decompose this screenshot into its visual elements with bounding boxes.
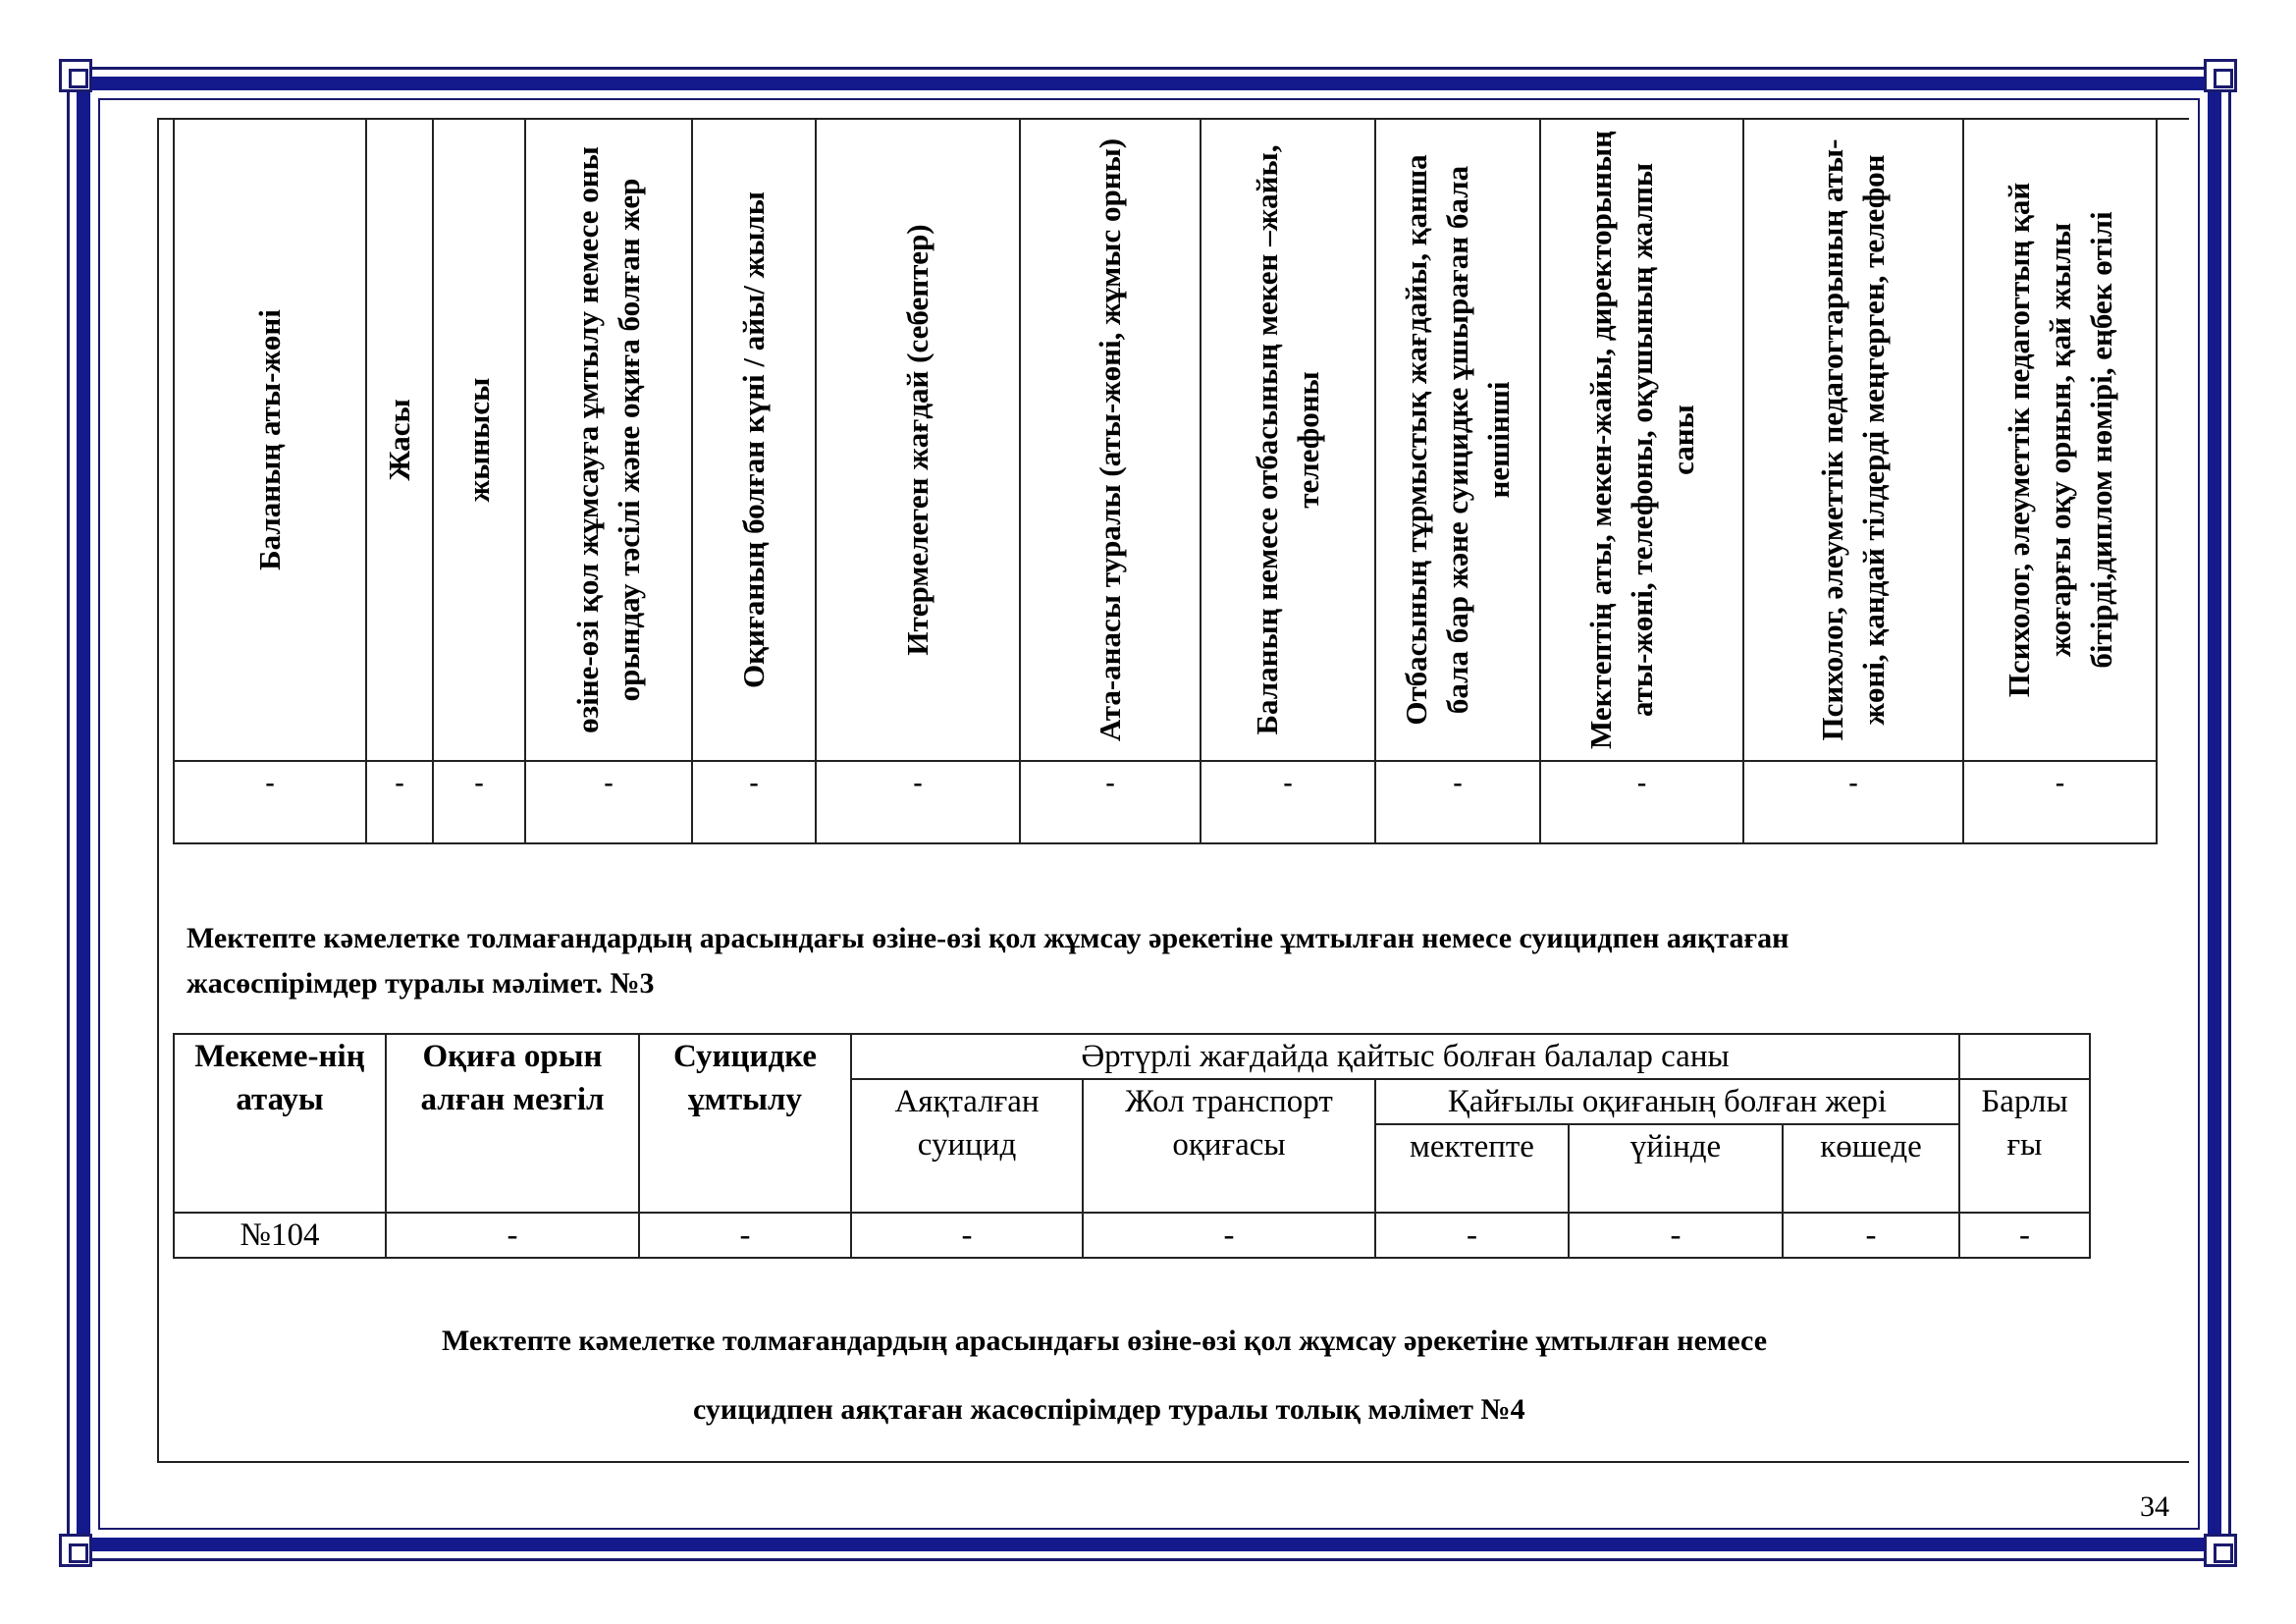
- header-traffic: Жол транспорт оқиғасы: [1083, 1079, 1375, 1213]
- table-cell: -: [386, 1213, 639, 1258]
- table-cell: №104: [174, 1213, 386, 1258]
- header-cell: [1743, 119, 1963, 761]
- table-cell: -: [1375, 761, 1540, 843]
- header-attempt: Суицидке ұмтылу: [639, 1034, 851, 1213]
- header-on-street: көшеде: [1783, 1124, 1959, 1213]
- child-info-table: [173, 118, 2156, 837]
- header-cell: [366, 119, 433, 761]
- header-cell: [433, 119, 525, 761]
- header-reasons: Итермелеген жағдай (себептер): [900, 224, 934, 656]
- header-method-place: өзіне-өзі қол жұмсауға ұмтылу немесе оны орындау тәсілі және оқиға болған жер: [570, 146, 646, 733]
- table-cell: -: [525, 761, 692, 843]
- table-cell: -: [1963, 761, 2157, 843]
- content-bottom-rule: [157, 1461, 2189, 1463]
- table-cell: -: [1540, 761, 1743, 843]
- caption-4-line-1: Мектепте кәмелетке толмағандардың арасындағы өзіне-өзі қол жұмсау әрекетіне ұмтылған немесе: [442, 1325, 1768, 1357]
- header-institution: Мекеме-нің атауы: [174, 1034, 386, 1213]
- header-cell: [816, 119, 1020, 761]
- header-cell: [1540, 119, 1743, 761]
- header-place-group: Қайғылы оқиғаның болған жері: [1375, 1079, 1959, 1124]
- table-cell: -: [692, 761, 816, 843]
- table-cell: -: [851, 1213, 1083, 1258]
- header-at-school: мектепте: [1375, 1124, 1569, 1213]
- header-parents: Ата-анасы туралы (аты-жөні, жұмыс орны): [1093, 137, 1127, 742]
- table-cell: -: [1020, 761, 1201, 843]
- header-cell: [525, 119, 692, 761]
- header-cell: [1375, 119, 1540, 761]
- header-cell: [1020, 119, 1201, 761]
- header-at-home: үйінде: [1569, 1124, 1783, 1213]
- header-time: Оқиға орын алған мезгіл: [386, 1034, 639, 1213]
- header-completed-suicide: Аяқталған суицид: [851, 1079, 1083, 1213]
- header-total: Барлы ғы: [1959, 1079, 2090, 1213]
- frame-corner-ornament: [2204, 1534, 2237, 1567]
- table-cell: -: [1743, 761, 1963, 843]
- frame-corner-ornament: [2204, 59, 2237, 92]
- header-psychologist: Психолог, әлеуметтік педагогтарының аты-жөні, қандай тілдерді меңгерген, телефон: [1815, 138, 1891, 741]
- header-empty-cell: [1959, 1034, 2090, 1079]
- table-cell: -: [174, 761, 366, 843]
- table-cell: -: [1375, 1213, 1569, 1258]
- header-cell: [1201, 119, 1375, 761]
- table-cell: -: [639, 1213, 851, 1258]
- header-cell: [174, 119, 366, 761]
- header-death-group: Әртүрлі жағдайда қайтыс болған балалар саны: [851, 1034, 1959, 1079]
- table-cell: -: [1083, 1213, 1375, 1258]
- header-child-name: Баланың аты-жөні: [252, 309, 287, 570]
- table-cell: -: [433, 761, 525, 843]
- content-left-rule: [157, 118, 159, 1463]
- table-cell: -: [366, 761, 433, 843]
- header-gender: жынысы: [461, 377, 496, 503]
- table-cell: -: [1569, 1213, 1783, 1258]
- header-school: Мектептің аты, мекен-жайы, директорының аты-жөні, телефоны, оқушының жалпы саны: [1582, 131, 1700, 749]
- table-cell: -: [1201, 761, 1375, 843]
- header-cell: [692, 119, 816, 761]
- frame-corner-ornament: [59, 1534, 92, 1567]
- header-age: Жасы: [382, 399, 416, 481]
- deaths-summary-table: [173, 1033, 2089, 1259]
- header-address: Баланың немесе отбасының мекен –жайы, телефоны: [1250, 144, 1325, 735]
- caption-3-line-1: Мектепте кәмелетке толмағандардың арасындағы өзіне-өзі қол жұмсау әрекетіне ұмтылған немесе суицидпен аяқтаған: [187, 922, 1789, 954]
- header-psychologist-education: Психолог, әлеуметтік педагогтың қай жоғарғы оқу орнын, қай жылы бітірді,диплом нөмірі, еңбек өтілі: [2001, 182, 2118, 698]
- caption-3-line-2: жасөспірімдер туралы мәлімет. №3: [187, 967, 655, 1000]
- frame-corner-ornament: [59, 59, 92, 92]
- header-date: Оқиғаның болған күні / айы/ жылы: [736, 191, 771, 689]
- table-cell: -: [1783, 1213, 1959, 1258]
- table-cell: -: [1959, 1213, 2090, 1258]
- header-cell: [1963, 119, 2157, 761]
- header-family: Отбасының тұрмыстық жағдайы, қанша бала бар және суицидке ұшыраған бала нешінші: [1399, 154, 1516, 726]
- table-cell: -: [816, 761, 1020, 843]
- page-number: 34: [2140, 1490, 2169, 1523]
- caption-4-line-2: суицидпен аяқтаған жасөспірімдер туралы толық мәлімет №4: [693, 1393, 1525, 1426]
